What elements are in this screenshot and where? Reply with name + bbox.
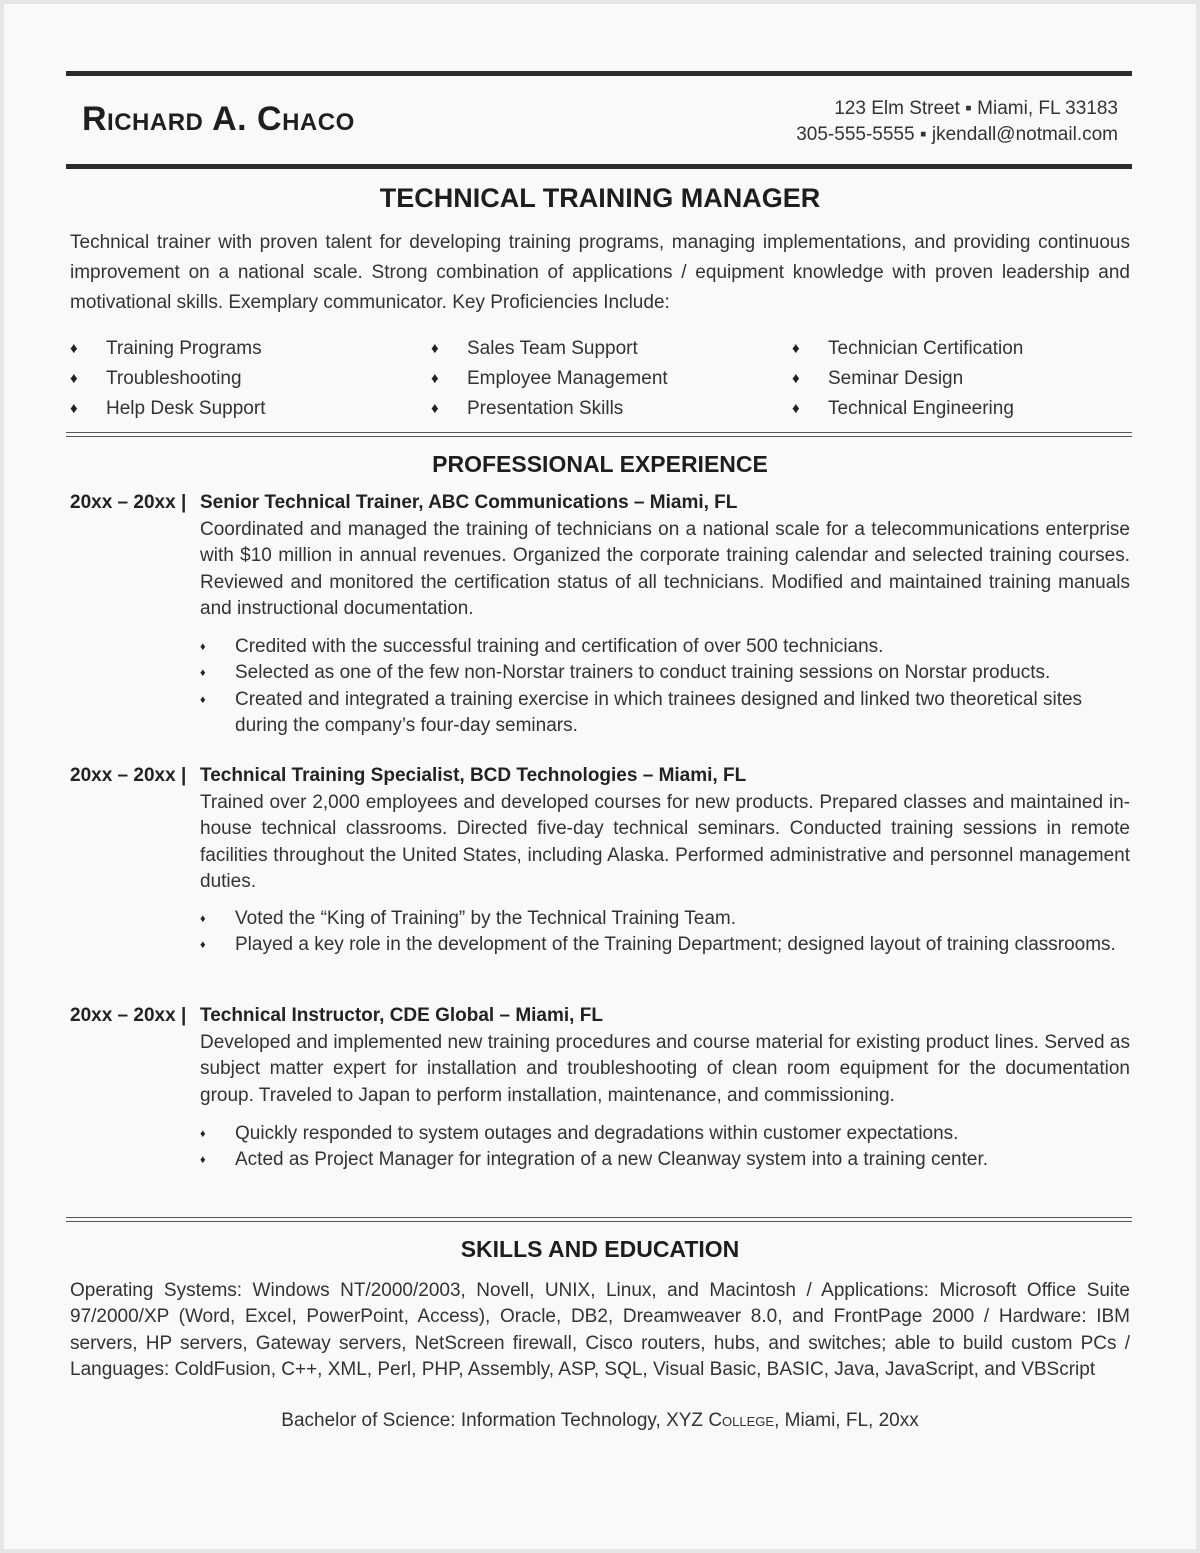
diamond-bullet-icon: ♦ <box>792 370 800 387</box>
candidate-name: Richard A. Chaco <box>82 100 355 138</box>
job-title: Technical Instructor, CDE Global – Miami, FL <box>200 1005 603 1026</box>
phone-email: 305-555-5555 ▪ jkendall@notmail.com <box>796 124 1118 145</box>
job-achievements <box>200 1121 1130 1174</box>
section-divider <box>66 1217 1132 1222</box>
job-dates: 20xx – 20xx | <box>70 765 187 786</box>
job-header <box>70 1005 603 1027</box>
list-item: ♦ Played a key role in the development of the Training Department; designed layout of training classrooms. <box>200 932 1130 958</box>
experience-heading: PROFESSIONAL EXPERIENCE <box>432 451 768 477</box>
job-header <box>70 492 737 514</box>
list-item: ♦ Selected as one of the few non-Norstar trainers to conduct training sessions on Norstar products. <box>200 660 1130 686</box>
diamond-bullet-icon: ♦ <box>70 340 78 357</box>
skills-heading: SKILLS AND EDUCATION <box>460 1236 740 1262</box>
education-line: Bachelor of Science: Information Technology, XYZ College, Miami, FL, 20xx <box>281 1410 919 1431</box>
diamond-bullet-icon: ♦ <box>200 939 206 952</box>
top-rule <box>66 71 1132 76</box>
list-item: ♦ Credited with the successful training and certification of over 500 technicians. <box>200 634 1130 660</box>
diamond-bullet-icon: ♦ <box>200 1154 206 1167</box>
diamond-bullet-icon: ♦ <box>431 400 439 417</box>
job-title: Technical Training Specialist, BCD Technologies – Miami, FL <box>200 765 747 786</box>
job-title-heading: TECHNICAL TRAINING MANAGER <box>379 183 821 213</box>
diamond-bullet-icon: ♦ <box>200 913 206 925</box>
diamond-bullet-icon: ♦ <box>431 340 439 357</box>
job-achievements <box>200 634 1130 739</box>
diamond-bullet-icon: ♦ <box>200 641 206 653</box>
job-description: Coordinated and managed the training of technicians on a national scale for a telecommunications enterprise with $10 million in annual revenues. Organized the corporate training calendar and selected training courses. Reviewed and monitored the certification status of all technicians. Modified and maintained training manuals and instructional documentation. <box>200 519 1130 619</box>
diamond-bullet-icon: ♦ <box>200 667 206 680</box>
skills-paragraph: Operating Systems: Windows NT/2000/2003, Novell, UNIX, Linux, and Macintosh / Applications: Microsoft Office Suite 97/2000/XP (Word, Excel, PowerPoint, Access), Oracle, DB2, Dreamweaver 8.0, and FrontPage 2000 / Hardware: IBM servers, HP servers, Gateway servers, NetScreen firewall, Cisco routers, hubs, and switches; able to build custom PCs / Languages: ColdFusion, C++, XML, Perl, PHP, Assembly, ASP, SQL, Visual Basic, BASIC, Java, JavaScript, and VBScript <box>70 1280 1130 1380</box>
diamond-bullet-icon: ♦ <box>792 340 800 357</box>
job-dates: 20xx – 20xx | <box>70 1005 187 1026</box>
diamond-bullet-icon: ♦ <box>70 370 78 387</box>
diamond-bullet-icon: ♦ <box>200 1128 206 1140</box>
list-item: ♦ Voted the “King of Training” by the Technical Training Team. <box>200 906 1130 932</box>
diamond-bullet-icon: ♦ <box>70 400 78 417</box>
job-header <box>70 765 746 787</box>
list-item: ♦ Acted as Project Manager for integration of a new Cleanway system into a training center. <box>200 1147 1130 1173</box>
list-item: ♦ Quickly responded to system outages and degradations within customer expectations. <box>200 1121 1130 1147</box>
job-achievements <box>200 906 1130 959</box>
job-description: Trained over 2,000 employees and developed courses for new products. Prepared classes and maintained in-house technical classrooms. Directed five-day technical seminars. Conducted training sessions in remote facilities throughout the United States, including Alaska. Performed administrative and personnel management duties. <box>200 792 1130 892</box>
summary-paragraph: Technical trainer with proven talent for developing training programs, managing implementations, and providing continuous improvement on a national scale. Strong combination of applications / equipment knowledge with proven leadership and motivational skills. Exemplary communicator. Key Proficiencies Include: <box>70 232 1130 313</box>
address: 123 Elm Street ▪ Miami, FL 33183 <box>834 98 1118 119</box>
diamond-bullet-icon: ♦ <box>431 370 439 387</box>
diamond-bullet-icon: ♦ <box>792 400 800 417</box>
list-item: ♦ Created and integrated a training exercise in which trainees designed and linked two theoretical sites during the company’s four-day seminars. <box>200 688 1083 736</box>
job-description: Developed and implemented new training procedures and course material for existing product lines. Served as subject matter expert for installation and troubleshooting of clean room equipment for the documentation group. Traveled to Japan to perform installation, maintenance, and commissioning. <box>200 1032 1130 1106</box>
job-dates: 20xx – 20xx | <box>70 492 187 513</box>
job-title: Senior Technical Trainer, ABC Communications – Miami, FL <box>200 492 738 513</box>
header-bottom-rule <box>66 164 1132 169</box>
diamond-bullet-icon: ♦ <box>200 693 206 706</box>
contact-block <box>796 96 1118 148</box>
section-divider <box>66 432 1132 437</box>
college-name: College <box>708 1410 775 1431</box>
